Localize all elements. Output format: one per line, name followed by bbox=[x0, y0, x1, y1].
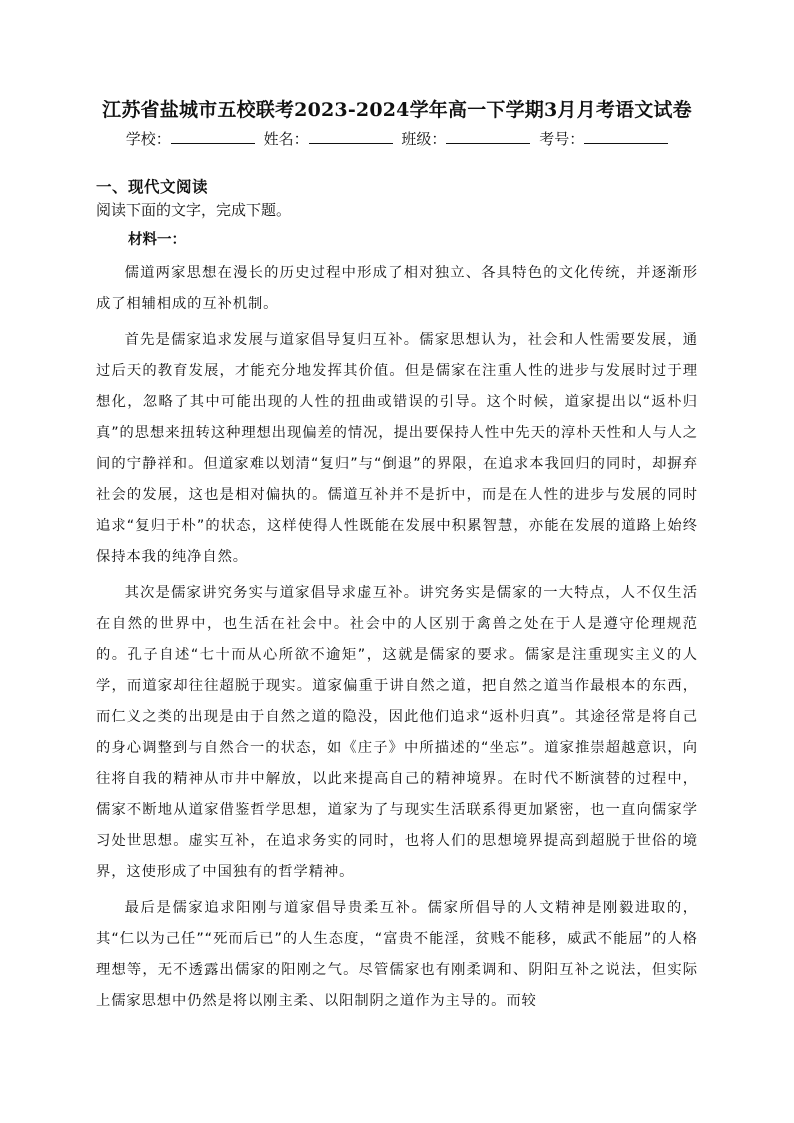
name-label: 姓名： bbox=[263, 130, 309, 148]
paragraph-development-return: 首先是儒家追求发展与道家倡导复归互补。儒家思想认为，社会和人性需要发展，通过后天的教育发展，才能充分地发挥其价值。但是儒家在注重人性的进步与发展时过于理想化，忽略了其中可能出现的人性的扭曲或错误的引导。这个时候，道家提出以“返朴归真”的思想来扭转这种理想出现偏差的情况，提出要保持人性中先天的淳朴天性和人与人之间的宁静祥和。但道家难以划清“复归”与“倒退”的界限，在追求本我回归的同时，却摒弃社会的发展，这也是相对偏执的。儒道互补并不是折中，而是在人性的进步与发展的同时追求“复归于朴”的状态，这样使得人性既能在发展中积累智慧，亦能在发展的道路上始终保持本我的纯净自然。 bbox=[96, 332, 698, 565]
paragraph-intro: 儒道两家思想在漫长的历史过程中形成了相对独立、各具特色的文化传统，并逐渐形成了相辅相成的互补机制。 bbox=[96, 265, 698, 312]
exam-number-blank[interactable] bbox=[584, 129, 668, 144]
class-field bbox=[401, 128, 530, 150]
material-label: 材料一： bbox=[128, 232, 186, 248]
exam-number-field bbox=[539, 128, 668, 150]
school-blank[interactable] bbox=[171, 129, 255, 144]
name-field bbox=[264, 128, 393, 150]
reading-instruction: 阅读下面的文字，完成下题。 bbox=[96, 201, 292, 219]
paragraph-strength-softness: 最后是儒家追求阳刚与道家倡导贵柔互补。儒家所倡导的人文精神是刚毅进取的，其“仁以为己任”“死而后已”的人生态度，“富贵不能淫，贫贱不能移，威武不能屈”的人格理想等，无不透露出儒家的阳刚之气。尽管儒家也有刚柔调和、阴阳互补之说法，但实际上儒家思想中仍然是将以刚主柔、以阳制阴之道作为主导的。而较 bbox=[96, 900, 698, 1009]
class-label: 班级： bbox=[401, 130, 447, 148]
student-info-row bbox=[96, 128, 698, 150]
school-label: 学校： bbox=[125, 130, 171, 148]
exam-number-label: 考号： bbox=[539, 130, 585, 148]
exam-page bbox=[96, 96, 698, 1017]
section-heading: 一、现代文阅读 bbox=[96, 178, 209, 196]
school-field bbox=[126, 128, 255, 150]
paragraph-practical-abstract: 其次是儒家讲究务实与道家倡导求虚互补。讲究务实是儒家的一大特点，人不仅生活在自然的世界中，也生活在社会中。社会中的人区别于禽兽之处在于人是遵守伦理规范的。孔子自述“七十而从心所欲不逾矩”，这就是儒家的要求。儒家是注重现实主义的人学，而道家却往往超脱于现实。道家偏重于讲自然之道，把自然之道当作最根本的东西，而仁义之类的出现是由于自然之道的隐没，因此他们追求“返朴归真”。其途径常是将自己的身心调整到与自然合一的状态，如《庄子》中所描述的“坐忘”。道家推崇超越意识，向往将自我的精神从市井中解放，以此来提高自己的精神境界。在时代不断演替的过程中，儒家不断地从道家借鉴哲学思想，道家为了与现实生活联系得更加紧密，也一直向儒家学习处世思想。虚实互补，在追求务实的同时，也将人们的思想境界提高到超脱于世俗的境界，这使形成了中国独有的哲学精神。 bbox=[96, 585, 698, 880]
page-title: 江苏省盐城市五校联考2023-2024学年高一下学期3月月考语文试卷 bbox=[102, 99, 692, 121]
name-blank[interactable] bbox=[309, 129, 393, 144]
class-blank[interactable] bbox=[446, 129, 530, 144]
